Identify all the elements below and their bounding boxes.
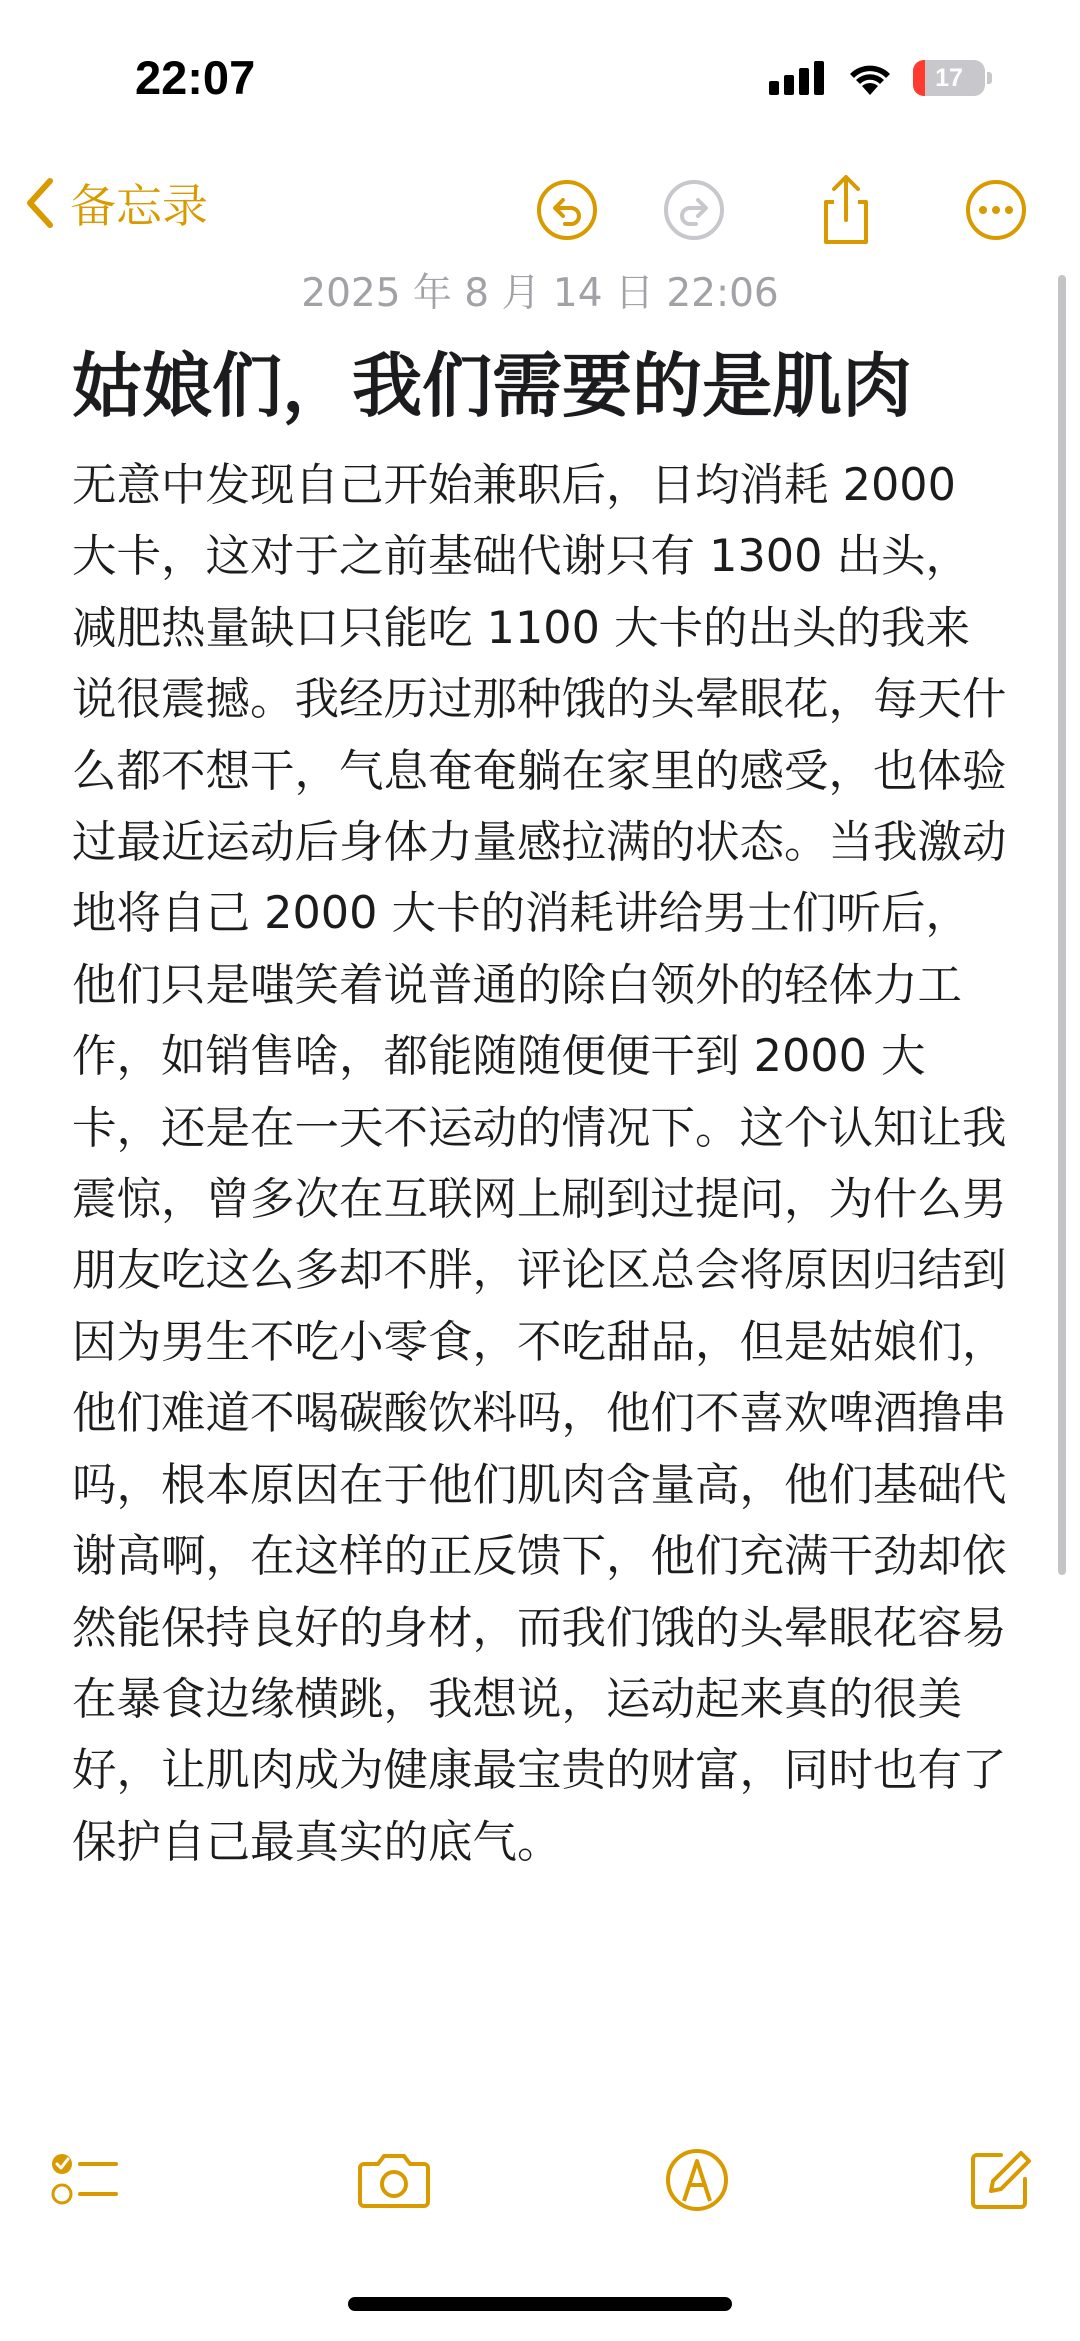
cellular-signal-icon [769,61,827,95]
share-icon [814,174,878,246]
status-bar [0,0,1080,150]
battery-level: 17 [935,63,963,92]
back-label: 备忘录 [70,179,208,233]
share-button[interactable] [808,172,884,248]
battery-cap [987,72,992,84]
more-button[interactable] [958,172,1034,248]
more-icon [964,178,1028,242]
note-body[interactable]: 无意中发现自己开始兼职后，日均消耗 2000 大卡，这对于之前基础代谢只有 1300 出头，减肥热量缺口只能吃 1100 大卡的出头的我来说很震撼。我经历过那种饿的头晕眼花，每天什么都不想干，气息奄奄躺在家里的感受，也体验过最近运动后身体力量感拉满的状态。当我激动地将自己 2000 大卡的消耗讲给男士们听后，他们只是嗤笑着说普通的除白领外的轻体力工作，如销售啥，都能随随便便干到 2000 大卡，还是在一天不运动的情况下。这个认知让我震惊，曾多次在互联网上刷到过提问，为什么男朋友吃这么多却不胖，评论区总会将原因归结到因为男生不吃小零食，不吃甜品，但是姑娘们，他们难道不喝碳酸饮料吗，他们不喜欢啤酒撸串吗，根本原因在于他们肌肉含量高，他们基础代谢高啊，在这样的正反馈下，他们充满干劲却依然能保持良好的身材，而我们饿的头晕眼花容易在暴食边缘横跳，我想说，运动起来真的很美好，让肌肉成为健康最宝贵的财富，同时也有了保护自己最真实的底气。 [72,460,1007,1868]
compose-icon [967,2147,1033,2213]
camera-icon [356,2148,432,2212]
markup-button[interactable] [657,2140,737,2220]
battery-icon [913,60,985,96]
chevron-left-icon [20,173,60,233]
note-title[interactable]: 姑娘们，我们需要的是肌肉 [72,345,912,427]
redo-button[interactable] [656,172,732,248]
back-button[interactable] [20,170,208,236]
undo-icon [535,178,599,242]
undo-button[interactable] [529,172,605,248]
battery-fill [913,60,925,96]
checklist-icon [50,2148,120,2212]
camera-button[interactable] [354,2140,434,2220]
scroll-indicator[interactable] [1058,275,1066,1575]
wifi-icon [847,61,893,95]
markup-icon [664,2147,730,2213]
redo-icon [662,178,726,242]
status-time: 22:07 [135,51,256,104]
compose-button[interactable] [960,2140,1040,2220]
bottom-toolbar [0,2130,1080,2230]
nav-bar [0,160,1080,260]
status-icons [769,60,985,96]
note-date: 2025 年 8 月 14 日 22:06 [301,271,779,316]
home-indicator[interactable] [348,2297,732,2311]
checklist-button[interactable] [45,2140,125,2220]
